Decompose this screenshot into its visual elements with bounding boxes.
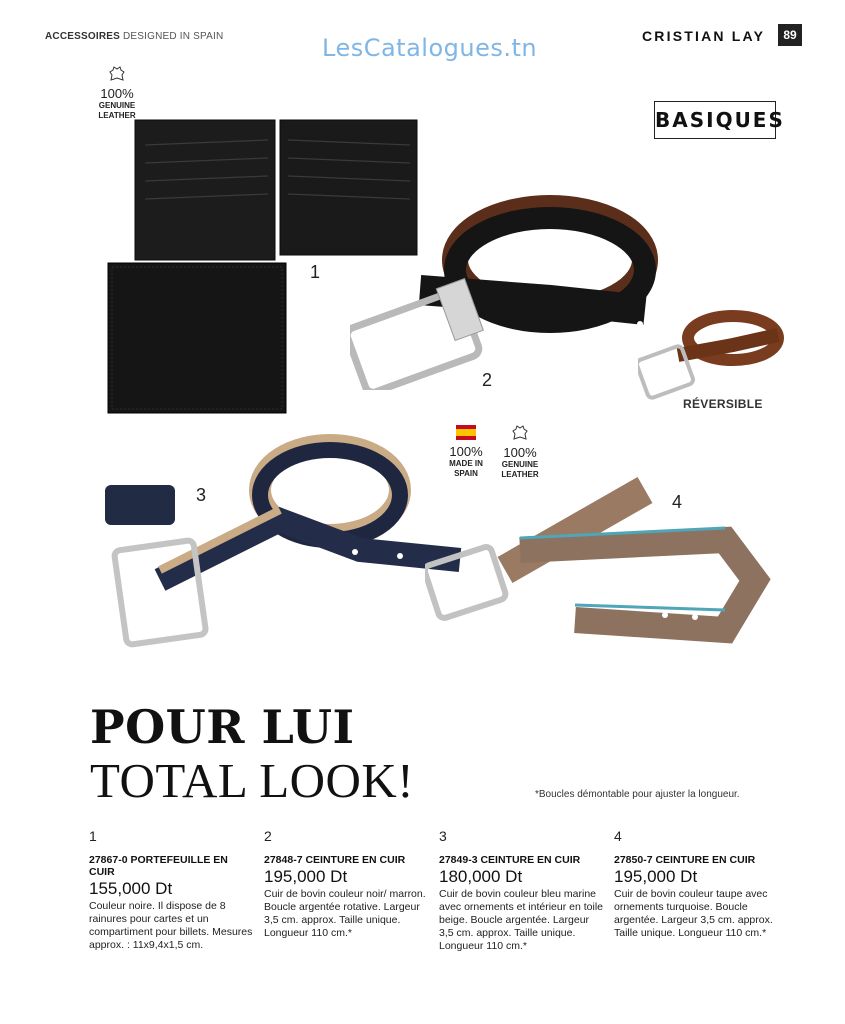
image-number-2: 2 (482, 370, 493, 390)
product-description: Cuir de bovin couleur bleu marine avec ornements et intérieur en toile beige. Boucle argentée. Largeur 3,5 cm. approx. Taille unique. Longueur 110 cm.* (439, 888, 604, 952)
product-number: 3 (439, 828, 447, 844)
section-label: ACCESSOIRES (45, 31, 120, 42)
category-badge: BASIQUES (654, 101, 776, 139)
stamp-line2: SPAIN (454, 469, 478, 478)
genuine-leather-stamp (92, 66, 142, 121)
black-brown-belt-image (350, 180, 660, 390)
image-number-1: 1 (310, 262, 321, 282)
product-price: 180,000 Dt (439, 867, 523, 886)
navy-beige-belt-image (100, 430, 470, 655)
stamp-line1: MADE IN (449, 459, 483, 468)
reversible-label: RÉVERSIBLE (683, 397, 763, 411)
reversible-belt-image (638, 300, 788, 400)
page-title-line2: TOTAL LOOK! (90, 753, 415, 808)
product-4 (614, 828, 779, 940)
product-number: 4 (614, 828, 622, 844)
page-title-line1: POUR LUI (90, 700, 355, 754)
stamp-line1: GENUINE (501, 460, 539, 469)
stamp-line1: GENUINE (98, 101, 136, 110)
product-code: 27849-3 CEINTURE EN CUIR (439, 854, 581, 866)
stamp-percent: 100% (449, 444, 483, 459)
image-number-4: 4 (672, 492, 683, 512)
stamp-line2: LEATHER (98, 111, 136, 120)
product-description: Couleur noire. Il dispose de 8 rainures pour cartes et un compartiment pour billets. Mesures approx. : 11x9,4x1,5 cm. (89, 900, 253, 951)
product-description: Cuir de bovin couleur taupe avec ornements turquoise. Boucle argentée. Largeur 3,5 cm. approx. Taille unique. Longueur 110 cm.* (614, 888, 773, 939)
leather-hide-icon (109, 66, 125, 82)
product-description: Cuir de bovin couleur noir/ marron. Boucle argentée rotative. Largeur 3,5 cm. approx. Taille unique. Longueur 110 cm.* (264, 888, 426, 939)
stamp-line2: LEATHER (501, 470, 539, 479)
product-price: 195,000 Dt (614, 867, 698, 886)
product-3 (439, 828, 604, 953)
product-2 (264, 828, 429, 940)
product-number: 1 (89, 828, 97, 844)
product-code: 27848-7 CEINTURE EN CUIR (264, 854, 406, 866)
product-price: 155,000 Dt (89, 879, 173, 898)
section-header (45, 31, 223, 42)
footnote: *Boucles démontable pour ajuster la longueur. (535, 789, 740, 800)
product-1 (89, 828, 254, 952)
brand-name: CRISTIAN LAY (642, 28, 766, 44)
stamp-percent: 100% (503, 445, 537, 460)
leather-hide-icon (512, 425, 528, 441)
taupe-turquoise-belt-image (425, 470, 785, 660)
section-sublabel: DESIGNED IN SPAIN (122, 31, 224, 42)
product-number: 2 (264, 828, 272, 844)
watermark: LesCatalogues.tn (322, 34, 538, 62)
product-price: 195,000 Dt (264, 867, 348, 886)
product-code: 27850-7 CEINTURE EN CUIR (614, 854, 756, 866)
page-number: 89 (778, 24, 802, 46)
image-number-3: 3 (196, 485, 207, 505)
stamp-percent: 100% (100, 86, 134, 101)
product-code: 27867-0 PORTEFEUILLE EN CUIR (89, 854, 228, 878)
